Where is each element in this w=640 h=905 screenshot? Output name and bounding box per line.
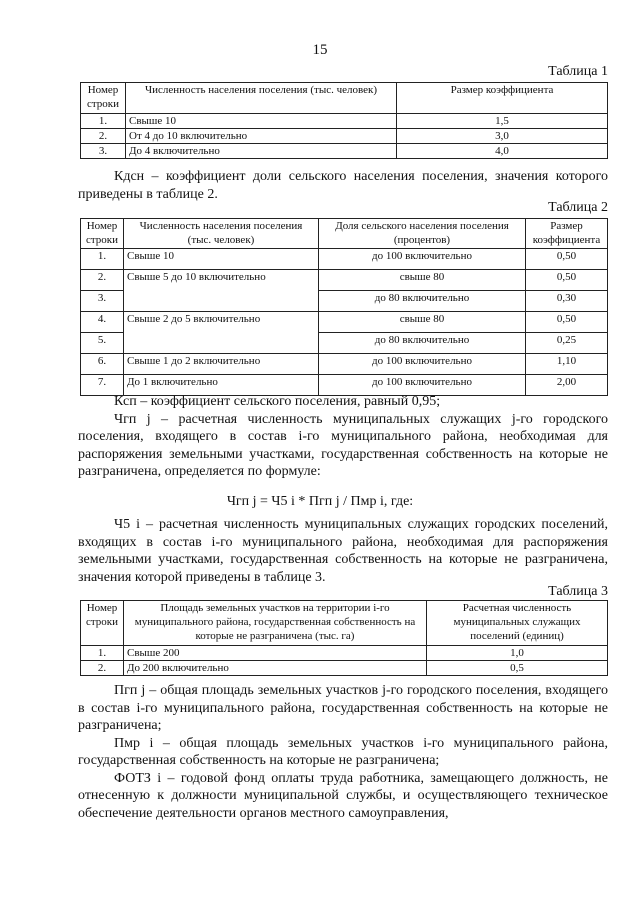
row-number: 4.: [81, 312, 124, 333]
area-range: Свыше 200: [124, 646, 427, 661]
pgp-text: Пгп j – общая площадь земельных участков j-го городского поселения, входящего в состав i-го муниципального района, государственная собственность на которые не разграничена;: [78, 683, 608, 733]
table-row: [81, 144, 608, 159]
table1-caption: Таблица 1: [548, 64, 608, 79]
table3-header: Расчетная численность муниципальных служащих поселений (единиц): [427, 601, 608, 646]
coefficient-value: 0,25: [526, 333, 608, 354]
area-range: До 200 включительно: [124, 661, 427, 676]
coefficient-value: 0,50: [526, 312, 608, 333]
table-row: [81, 646, 608, 661]
table3-header: Номер строки: [81, 601, 124, 646]
table-row: [81, 312, 608, 333]
table2-header: Доля сельского населения поселения (процентов): [319, 219, 526, 249]
row-number: 2.: [81, 270, 124, 291]
table2-header: Размер коэффициента: [526, 219, 608, 249]
fotz-text: ФОТЗ i – годовой фонд оплаты труда работника, замещающего должность, не отнесенную к должности муниципальной службы, и осуществляющего техническое обеспечение деятельности органов местного самоуправления,: [78, 770, 608, 821]
table2-header: Численность населения поселения (тыс. человек): [124, 219, 319, 249]
rural-share: до 100 включительно: [319, 354, 526, 375]
row-number: 6.: [81, 354, 124, 375]
rural-share: до 100 включительно: [319, 249, 526, 270]
table-row: [81, 270, 608, 291]
table1: [80, 82, 608, 159]
coefficient-value: 2,00: [526, 375, 608, 396]
table3-header: Площадь земельных участков на территории i-го муниципального района, государственная собственность на которые не разграничена (тыс. га): [124, 601, 427, 646]
row-number: 5.: [81, 333, 124, 354]
ch5-paragraph: [78, 516, 608, 586]
table1-header: Номер строки: [81, 83, 126, 114]
formula: Чгп j = Ч5 i * Пгп j / Пмр i, где:: [226, 494, 414, 509]
population-range: От 4 до 10 включительно: [126, 129, 397, 144]
population-range: До 4 включительно: [126, 144, 397, 159]
row-number: 1.: [81, 114, 126, 129]
ch5-text: Ч5 i – расчетная численность муниципальных служащих городских поселений, входящих в состав i-го муниципального района, необходимая для распоряжения земельными участками, государственная собственность на которые не разграничена, значения которой приведены в таблице 3.: [78, 517, 608, 585]
row-number: 3.: [81, 144, 126, 159]
rural-share: до 80 включительно: [319, 291, 526, 312]
rural-share: свыше 80: [319, 270, 526, 291]
chgp-text: Чгп j – расчетная численность муниципальных служащих j-го городского поселения, входящего в состав i-го муниципального района, необходимая для распоряжения земельными участками, государственная собственность на которые не разграничена, определяется по формуле:: [78, 411, 608, 479]
population-range: Свыше 5 до 10 включительно: [124, 270, 319, 312]
rural-share: свыше 80: [319, 312, 526, 333]
table2-header: Номер строки: [81, 219, 124, 249]
coefficient-value: 0,50: [526, 270, 608, 291]
staff-count: 0,5: [427, 661, 608, 676]
table3-caption: Таблица 3: [548, 584, 608, 599]
pmr-text: Пмр i – общая площадь земельных участков i-го муниципального района, государственная собственность на которые не разграничена;: [78, 735, 608, 768]
table2-caption: Таблица 2: [548, 200, 608, 215]
population-range: Свыше 10: [124, 249, 319, 270]
definitions-paragraphs: [78, 682, 608, 822]
row-number: 2.: [81, 129, 126, 144]
ksp-chgp-paragraphs: [78, 393, 608, 481]
coefficient-value: 1,10: [526, 354, 608, 375]
coefficient-value: 1,5: [397, 114, 608, 129]
table1-header: Размер коэффициента: [397, 83, 608, 114]
rural-share: до 80 включительно: [319, 333, 526, 354]
coefficient-value: 0,50: [526, 249, 608, 270]
row-number: 1.: [81, 249, 124, 270]
coefficient-value: 4,0: [397, 144, 608, 159]
table-row: [81, 249, 608, 270]
population-range: Свыше 10: [126, 114, 397, 129]
coefficient-value: 0,30: [526, 291, 608, 312]
table-row: [81, 129, 608, 144]
population-range: Свыше 2 до 5 включительно: [124, 312, 319, 354]
table-row: [81, 661, 608, 676]
table-row: [81, 114, 608, 129]
table1-header: Численность населения поселения (тыс. человек): [126, 83, 397, 114]
population-range: Свыше 1 до 2 включительно: [124, 354, 319, 375]
coefficient-value: 3,0: [397, 129, 608, 144]
population-range: До 1 включительно: [124, 375, 319, 396]
staff-count: 1,0: [427, 646, 608, 661]
kdsn-text: Кдсн – коэффициент доли сельского населения поселения, значения которого приведены в таблице 2.: [78, 169, 608, 202]
ksp-text: Ксп – коэффициент сельского поселения, равный 0,95;: [114, 394, 441, 409]
rural-share: до 100 включительно: [319, 375, 526, 396]
row-number: 2.: [81, 661, 124, 676]
table-row: [81, 354, 608, 375]
row-number: 7.: [81, 375, 124, 396]
table2: [80, 218, 608, 396]
table3: [80, 600, 608, 676]
page-number: 15: [312, 42, 328, 58]
row-number: 3.: [81, 291, 124, 312]
kdsn-paragraph: [78, 168, 608, 203]
row-number: 1.: [81, 646, 124, 661]
